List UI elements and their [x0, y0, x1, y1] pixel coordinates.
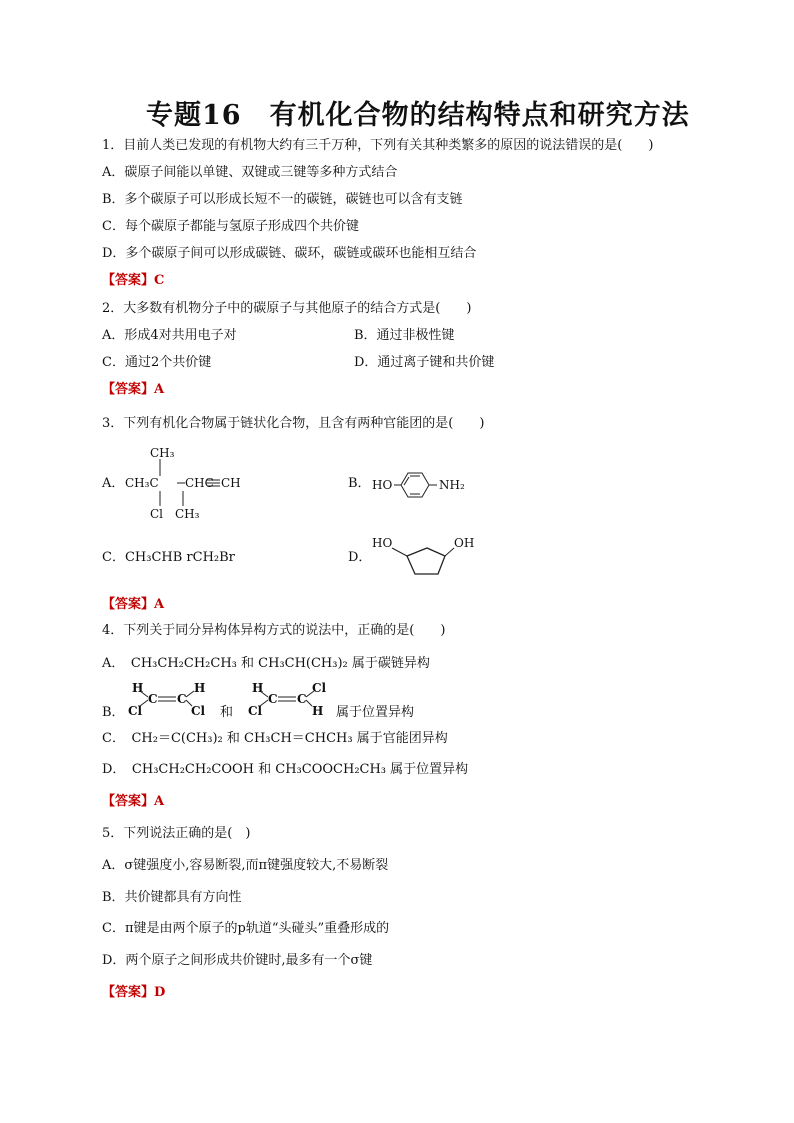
trans-cl1: Cl [248, 704, 263, 718]
q5-answer [102, 984, 165, 1002]
cis-cl2: Cl [191, 704, 206, 718]
q3-option-d-label: D． [348, 550, 372, 565]
q3-option-c [102, 549, 235, 567]
a-ch: CH [221, 476, 241, 490]
q5-option-a: A．σ键强度小,容易断裂,而π键强度较大,不易断裂 [102, 858, 389, 873]
q1-option-d: D．多个碳原子间可以形成碳链、碳环，碳链或碳环也能相互结合 [102, 246, 477, 261]
q3-structure-a [125, 444, 255, 524]
q4-structure-cis [128, 680, 210, 720]
page-title: 专题16 有机化合物的结构特点和研究方法 [146, 100, 690, 131]
q3-option-a-label: A． [102, 476, 125, 491]
answer-label: 【答案】 [102, 382, 155, 397]
q2-answer [102, 381, 164, 399]
a-chc: CHC [185, 476, 214, 490]
q1-option-c: C．每个碳原子都能与氢原子形成四个共价键 [102, 219, 359, 234]
cis-h2: H [194, 681, 206, 695]
trans-h1: H [252, 681, 264, 695]
cis-h1: H [132, 681, 144, 695]
q4-structure-trans [248, 680, 330, 720]
q3-stem: 3．下列有机化合物属于链状化合物，且含有两种官能团的是( ) [102, 416, 485, 431]
q1-option-b: B．多个碳原子可以形成长短不一的碳链，碳链也可以含有支链 [102, 192, 463, 207]
trans-c1: C [268, 692, 278, 706]
q5-option-c: C．π键是由两个原子的p轨道“头碰头”重叠形成的 [102, 921, 390, 936]
q5-stem: 5．下列说法正确的是( ) [102, 826, 251, 841]
cis-c1: C [148, 692, 158, 706]
cis-c2: C [177, 692, 187, 706]
q4-b-tail: 属于位置异构 [336, 705, 415, 720]
trans-c2: C [297, 692, 307, 706]
q3-option-b-label: B． [348, 476, 371, 491]
answer-value: D [154, 985, 166, 1000]
a-ch3-bottom: CH₃ [175, 507, 200, 521]
d-ho: HO [372, 536, 393, 550]
cyclopentane-ring [372, 534, 482, 579]
q3-answer [102, 596, 164, 614]
q4-option-c: C． CH₂＝C(CH₃)₂ 和 CH₃CH＝CHCH₃ 属于官能团异构 [102, 731, 448, 746]
q4-stem: 4．下列关于同分异构体异构方式的说法中，正确的是( ) [102, 623, 446, 638]
q3-structure-b [372, 468, 482, 502]
answer-value: A [154, 794, 165, 809]
q5-option-b: B．共价键都具有方向性 [102, 890, 242, 905]
q1-stem: 1．目前人类已发现的有机物大约有三千万种，下列有关其种类繁多的原因的说法错误的是( ) [102, 138, 654, 153]
q2-option-c: C．通过2个共价键 [102, 355, 212, 370]
q2-stem: 2．大多数有机物分子中的碳原子与其他原子的结合方式是( ) [102, 301, 472, 316]
q3-structure-d [372, 534, 482, 579]
answer-value: A [154, 382, 165, 397]
c-formula: CH₃CHB rCH₂Br [124, 550, 235, 565]
b-ho: HO [372, 478, 393, 492]
answer-label: 【答案】 [102, 985, 155, 1000]
q4-option-d: D． CH₃CH₂CH₂COOH 和 CH₃COOCH₂CH₃ 属于位置异构 [102, 762, 469, 777]
answer-label: 【答案】 [102, 794, 155, 809]
q1-option-a: A．碳原子间能以单键、双键或三键等多种方式结合 [102, 165, 398, 180]
a-cl: Cl [150, 507, 164, 521]
cis-cl1: Cl [128, 704, 143, 718]
a-ch3-top: CH₃ [150, 446, 175, 460]
q4-option-a: A． CH₃CH₂CH₂CH₃ 和 CH₃CH(CH₃)₂ 属于碳链异构 [102, 656, 430, 671]
c-label: C． [102, 550, 125, 565]
q2-option-d: D．通过离子键和共价键 [354, 355, 495, 370]
q2-option-b: B．通过非极性键 [354, 328, 455, 343]
q2-option-a: A．形成4对共用电子对 [102, 328, 237, 343]
q1-answer [102, 272, 164, 290]
answer-label: 【答案】 [102, 597, 155, 612]
trans-cl2: Cl [312, 681, 327, 695]
answer-label: 【答案】 [102, 273, 155, 288]
d-oh: OH [454, 536, 475, 550]
answer-value: C [154, 273, 165, 288]
a-ch3c: CH₃C [125, 476, 159, 490]
trans-h2: H [312, 704, 324, 718]
q4-b-and: 和 [220, 705, 234, 720]
b-nh2: NH₂ [439, 478, 465, 492]
q4-option-b-label: B． [102, 705, 125, 720]
benzene-ring [372, 468, 482, 502]
q5-option-d: D．两个原子之间形成共价键时,最多有一个σ键 [102, 953, 373, 968]
q4-answer [102, 793, 164, 811]
answer-value: A [154, 597, 165, 612]
